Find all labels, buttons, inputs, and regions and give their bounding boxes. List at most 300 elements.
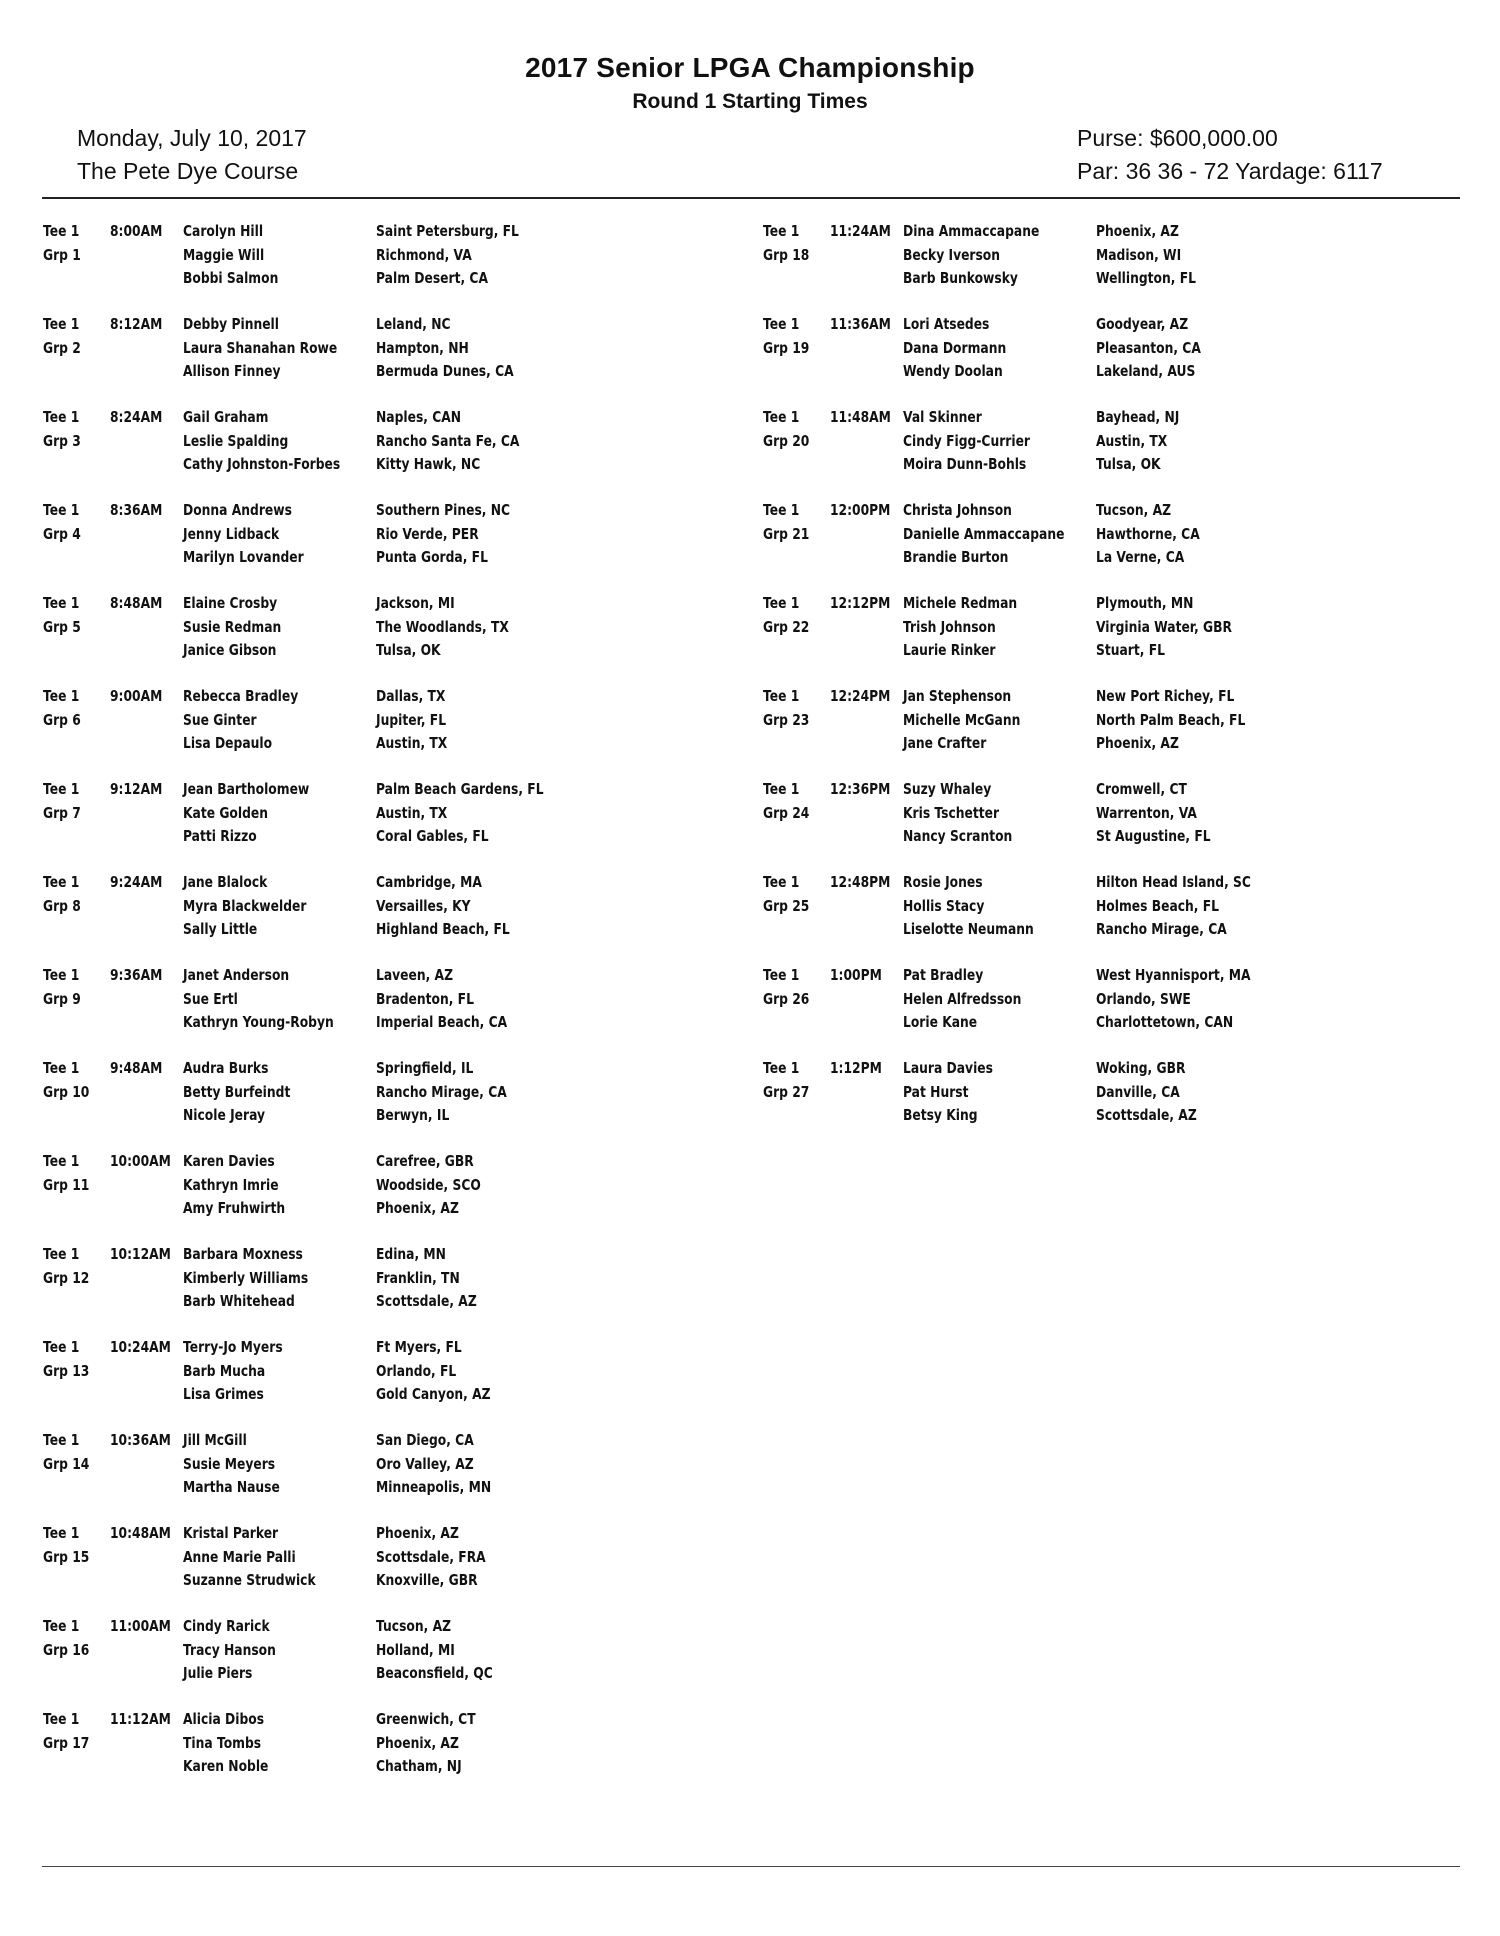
player-hometown: The Woodlands, TX	[376, 617, 509, 636]
player-name: Myra Blackwelder	[183, 896, 307, 915]
tee-label: Tee 1	[43, 687, 80, 705]
group-label: Grp 18	[763, 246, 810, 264]
tee-time: 9:00AM	[110, 687, 163, 705]
player-names	[183, 1150, 285, 1221]
tee-group	[43, 406, 743, 499]
player-hometowns	[1096, 592, 1232, 663]
player-hometown: Oro Valley, AZ	[376, 1454, 474, 1473]
player-name: Kathryn Imrie	[183, 1175, 279, 1194]
footer-divider	[42, 1866, 1460, 1867]
player-hometown: Cambridge, MA	[376, 873, 482, 891]
player-name: Lorie Kane	[903, 1013, 978, 1031]
tee-label: Tee 1	[43, 966, 80, 984]
player-hometown: Hawthorne, CA	[1096, 524, 1200, 543]
player-name: Jan Stephenson	[903, 687, 1012, 705]
group-label: Grp 3	[43, 432, 81, 450]
player-hometowns	[1096, 406, 1179, 477]
player-hometown: San Diego, CA	[376, 1431, 474, 1449]
player-name: Kimberly Williams	[183, 1268, 309, 1287]
player-hometowns	[376, 871, 510, 942]
player-name: Pat Bradley	[903, 966, 984, 984]
player-hometown: Naples, CAN	[376, 408, 462, 426]
tee-group	[43, 592, 743, 685]
player-hometown: Austin, TX	[376, 803, 448, 822]
group-label: Grp 12	[43, 1269, 90, 1287]
player-hometowns	[376, 1150, 481, 1221]
player-hometown: Austin, TX	[376, 734, 448, 752]
player-hometown: Bayhead, NJ	[1096, 408, 1180, 426]
player-name: Terry-Jo Myers	[183, 1338, 283, 1356]
player-hometown: Madison, WI	[1096, 245, 1182, 264]
tee-time: 9:48AM	[110, 1059, 163, 1077]
player-name: Cindy Rarick	[183, 1617, 270, 1635]
player-name: Dana Dormann	[903, 338, 1007, 357]
tee-time: 1:00PM	[830, 966, 882, 984]
tee-group	[43, 871, 743, 964]
tee-label: Tee 1	[43, 315, 80, 333]
player-hometown: Springfield, IL	[376, 1059, 474, 1077]
group-label: Grp 1	[43, 246, 81, 264]
player-hometowns	[376, 964, 507, 1035]
tee-label: Tee 1	[43, 1245, 80, 1263]
player-name: Nancy Scranton	[903, 827, 1013, 845]
player-hometown: Palm Desert, CA	[376, 269, 488, 287]
player-names	[183, 406, 340, 477]
player-name: Karen Davies	[183, 1152, 275, 1170]
player-hometown: Richmond, VA	[376, 245, 472, 264]
player-names	[903, 406, 1030, 477]
group-label: Grp 6	[43, 711, 81, 729]
player-name: Patti Rizzo	[183, 827, 257, 845]
tee-group	[763, 499, 1463, 592]
tee-label: Tee 1	[763, 780, 800, 798]
player-names	[903, 964, 1021, 1035]
player-names	[183, 313, 337, 384]
player-hometowns	[376, 685, 447, 756]
player-hometown: New Port Richey, FL	[1096, 687, 1235, 705]
player-hometown: Orlando, FL	[376, 1361, 457, 1380]
player-hometown: Rancho Santa Fe, CA	[376, 431, 520, 450]
player-names	[183, 1057, 290, 1128]
player-hometown: La Verne, CA	[1096, 548, 1185, 566]
tee-group	[763, 592, 1463, 685]
tee-group	[43, 685, 743, 778]
tee-label: Tee 1	[43, 873, 80, 891]
tee-group	[763, 964, 1463, 1057]
player-hometown: Southern Pines, NC	[376, 501, 511, 519]
player-name: Janet Anderson	[183, 966, 290, 984]
player-hometown: Goodyear, AZ	[1096, 315, 1189, 333]
player-hometowns	[1096, 220, 1196, 291]
player-name: Hollis Stacy	[903, 896, 985, 915]
tee-label: Tee 1	[43, 222, 80, 240]
player-hometown: Austin, TX	[1096, 431, 1168, 450]
player-hometowns	[376, 220, 519, 291]
group-label: Grp 10	[43, 1083, 90, 1101]
tee-time: 11:24AM	[830, 222, 891, 240]
player-name: Kathryn Young-Robyn	[183, 1013, 334, 1031]
tee-group	[43, 313, 743, 406]
page-subtitle: Round 1 Starting Times	[632, 90, 868, 113]
tee-time: 11:12AM	[110, 1710, 171, 1728]
player-hometown: Punta Gorda, FL	[376, 548, 488, 566]
player-hometowns	[1096, 499, 1200, 570]
player-name: Lisa Grimes	[183, 1385, 264, 1403]
tee-time: 8:24AM	[110, 408, 163, 426]
tee-time: 11:48AM	[830, 408, 891, 426]
player-name: Susie Redman	[183, 617, 282, 636]
player-name: Pat Hurst	[903, 1082, 969, 1101]
player-hometown: Highland Beach, FL	[376, 920, 510, 938]
player-hometown: Bermuda Dunes, CA	[376, 362, 514, 380]
player-hometown: Minneapolis, MN	[376, 1478, 492, 1496]
group-label: Grp 4	[43, 525, 81, 543]
tee-label: Tee 1	[43, 1059, 80, 1077]
player-name: Janice Gibson	[183, 641, 277, 659]
tee-group	[43, 964, 743, 1057]
player-names	[183, 964, 334, 1035]
tee-time: 12:00PM	[830, 501, 891, 519]
player-hometown: Ft Myers, FL	[376, 1338, 462, 1356]
player-names	[183, 592, 281, 663]
header-divider	[42, 197, 1460, 199]
player-names	[903, 499, 1064, 570]
player-hometown: Versailles, KY	[376, 896, 471, 915]
player-name: Dina Ammaccapane	[903, 222, 1040, 240]
group-label: Grp 20	[763, 432, 810, 450]
tee-group	[763, 685, 1463, 778]
tee-group	[43, 499, 743, 592]
player-hometowns	[376, 499, 510, 570]
player-names	[903, 778, 1012, 849]
tee-time: 10:36AM	[110, 1431, 171, 1449]
tee-label: Tee 1	[43, 501, 80, 519]
player-hometowns	[376, 1522, 486, 1593]
player-hometown: Edina, MN	[376, 1245, 446, 1263]
player-hometown: Tulsa, OK	[376, 641, 441, 659]
player-names	[903, 592, 1017, 663]
tee-time: 12:36PM	[830, 780, 891, 798]
player-name: Audra Burks	[183, 1059, 269, 1077]
tee-label: Tee 1	[43, 1710, 80, 1728]
player-name: Leslie Spalding	[183, 431, 289, 450]
player-hometown: Greenwich, CT	[376, 1710, 476, 1728]
tee-group	[43, 778, 743, 871]
player-name: Jean Bartholomew	[183, 780, 310, 798]
player-name: Barb Mucha	[183, 1361, 266, 1380]
tee-group	[43, 1336, 743, 1429]
group-label: Grp 24	[763, 804, 810, 822]
player-name: Jane Crafter	[903, 734, 987, 752]
player-hometown: North Palm Beach, FL	[1096, 710, 1246, 729]
tee-time: 9:36AM	[110, 966, 163, 984]
player-name: Tina Tombs	[183, 1733, 262, 1752]
player-hometowns	[376, 1708, 476, 1779]
player-names	[183, 1336, 283, 1407]
group-label: Grp 17	[43, 1734, 90, 1752]
tee-time: 10:12AM	[110, 1245, 171, 1263]
player-hometowns	[1096, 685, 1245, 756]
player-hometown: Hampton, NH	[376, 338, 469, 357]
group-label: Grp 16	[43, 1641, 90, 1659]
group-label: Grp 2	[43, 339, 81, 357]
player-name: Brandie Burton	[903, 548, 1009, 566]
player-names	[183, 1708, 268, 1779]
player-hometowns	[376, 313, 514, 384]
player-name: Cathy Johnston-Forbes	[183, 455, 341, 473]
player-hometowns	[376, 778, 544, 849]
player-name: Amy Fruhwirth	[183, 1199, 286, 1217]
player-name: Nicole Jeray	[183, 1106, 266, 1124]
player-name: Liselotte Neumann	[903, 920, 1034, 938]
player-hometown: Tucson, AZ	[376, 1617, 452, 1635]
player-hometowns	[376, 1057, 507, 1128]
tee-group	[763, 778, 1463, 871]
player-hometowns	[1096, 778, 1211, 849]
purse-info	[1077, 122, 1383, 188]
group-label: Grp 22	[763, 618, 810, 636]
player-hometown: Scottsdale, AZ	[1096, 1106, 1197, 1124]
tee-group	[43, 1150, 743, 1243]
player-name: Bobbi Salmon	[183, 269, 279, 287]
player-hometown: Chatham, NJ	[376, 1757, 462, 1775]
tee-group	[43, 1057, 743, 1150]
player-name: Rosie Jones	[903, 873, 983, 891]
tee-group	[763, 406, 1463, 499]
player-names	[183, 1615, 276, 1686]
tee-label: Tee 1	[43, 780, 80, 798]
tee-group	[763, 220, 1463, 313]
tee-group	[43, 1708, 743, 1801]
right-tee-times-column	[763, 220, 1463, 1150]
group-label: Grp 23	[763, 711, 810, 729]
tee-group	[43, 220, 743, 313]
player-hometowns	[376, 1243, 477, 1314]
player-name: Gail Graham	[183, 408, 269, 426]
tee-label: Tee 1	[763, 222, 800, 240]
group-label: Grp 8	[43, 897, 81, 915]
tee-time: 10:24AM	[110, 1338, 171, 1356]
player-name: Donna Andrews	[183, 501, 292, 519]
player-hometown: Phoenix, AZ	[376, 1524, 459, 1542]
par-yardage: Par: 36 36 - 72 Yardage: 6117	[1077, 158, 1383, 184]
player-hometowns	[376, 592, 509, 663]
player-hometown: Carefree, GBR	[376, 1152, 474, 1170]
tee-group	[763, 1057, 1463, 1150]
tee-label: Tee 1	[763, 873, 800, 891]
player-hometown: Rio Verde, PER	[376, 524, 479, 543]
tee-label: Tee 1	[763, 315, 800, 333]
player-hometowns	[1096, 964, 1251, 1035]
player-name: Laura Shanahan Rowe	[183, 338, 338, 357]
tee-group	[763, 871, 1463, 964]
group-label: Grp 25	[763, 897, 810, 915]
player-hometown: Holland, MI	[376, 1640, 455, 1659]
player-name: Barb Bunkowsky	[903, 269, 1018, 287]
player-hometowns	[376, 1615, 493, 1686]
player-hometown: Palm Beach Gardens, FL	[376, 780, 544, 798]
player-name: Moira Dunn-Bohls	[903, 455, 1027, 473]
player-hometowns	[1096, 871, 1251, 942]
player-name: Marilyn Lovander	[183, 548, 304, 566]
player-hometown: Dallas, TX	[376, 687, 446, 705]
event-date: Monday, July 10, 2017	[77, 125, 307, 151]
player-name: Julie Piers	[183, 1664, 253, 1682]
player-name: Jenny Lidback	[183, 524, 280, 543]
player-name: Sally Little	[183, 920, 258, 938]
player-name: Debby Pinnell	[183, 315, 279, 333]
player-hometown: Imperial Beach, CA	[376, 1013, 508, 1031]
player-hometown: Pleasanton, CA	[1096, 338, 1201, 357]
player-hometown: Tulsa, OK	[1096, 455, 1161, 473]
player-name: Kate Golden	[183, 803, 269, 822]
tee-label: Tee 1	[43, 594, 80, 612]
player-name: Jill McGill	[183, 1431, 247, 1449]
tee-label: Tee 1	[43, 1431, 80, 1449]
player-hometowns	[376, 1429, 491, 1500]
player-hometowns	[376, 406, 519, 477]
tee-label: Tee 1	[43, 1152, 80, 1170]
group-label: Grp 7	[43, 804, 81, 822]
player-hometown: Berwyn, IL	[376, 1106, 450, 1124]
tee-time: 9:24AM	[110, 873, 163, 891]
player-names	[183, 499, 304, 570]
player-hometown: Saint Petersburg, FL	[376, 222, 519, 240]
tee-time: 8:36AM	[110, 501, 163, 519]
player-hometown: Jupiter, FL	[376, 710, 447, 729]
player-name: Susie Meyers	[183, 1454, 276, 1473]
tee-time: 12:12PM	[830, 594, 891, 612]
tee-label: Tee 1	[763, 1059, 800, 1077]
player-name: Becky Iverson	[903, 245, 1001, 264]
player-hometown: Woking, GBR	[1096, 1059, 1186, 1077]
player-hometown: Scottsdale, FRA	[376, 1547, 486, 1566]
tee-group	[43, 1522, 743, 1615]
player-name: Maggie Will	[183, 245, 265, 264]
player-name: Barb Whitehead	[183, 1292, 295, 1310]
tee-label: Tee 1	[763, 966, 800, 984]
tee-time: 8:12AM	[110, 315, 163, 333]
tee-label: Tee 1	[763, 501, 800, 519]
player-name: Barbara Moxness	[183, 1245, 303, 1263]
player-name: Laura Davies	[903, 1059, 993, 1077]
player-hometown: Cromwell, CT	[1096, 780, 1187, 798]
player-name: Wendy Doolan	[903, 362, 1003, 380]
group-label: Grp 11	[43, 1176, 90, 1194]
player-name: Kris Tschetter	[903, 803, 1000, 822]
player-name: Elaine Crosby	[183, 594, 278, 612]
page-title: 2017 Senior LPGA Championship	[525, 52, 975, 83]
player-hometown: Beaconsfield, QC	[376, 1664, 493, 1682]
player-names	[903, 1057, 993, 1128]
player-name: Lisa Depaulo	[183, 734, 273, 752]
player-hometown: Phoenix, AZ	[1096, 734, 1179, 752]
player-name: Val Skinner	[903, 408, 982, 426]
player-hometown: Rancho Mirage, CA	[376, 1082, 507, 1101]
tee-group	[43, 1615, 743, 1708]
player-hometown: West Hyannisport, MA	[1096, 966, 1251, 984]
player-name: Laurie Rinker	[903, 641, 996, 659]
player-name: Michelle McGann	[903, 710, 1021, 729]
player-hometown: Knoxville, GBR	[376, 1571, 478, 1589]
group-label: Grp 15	[43, 1548, 90, 1566]
player-name: Martha Nause	[183, 1478, 280, 1496]
tee-time: 12:48PM	[830, 873, 891, 891]
tee-time: 1:12PM	[830, 1059, 882, 1077]
player-hometown: Kitty Hawk, NC	[376, 455, 481, 473]
player-hometown: Warrenton, VA	[1096, 803, 1197, 822]
player-name: Lori Atsedes	[903, 315, 990, 333]
group-label: Grp 14	[43, 1455, 90, 1473]
player-name: Tracy Hanson	[183, 1640, 276, 1659]
group-label: Grp 19	[763, 339, 810, 357]
tee-time: 8:00AM	[110, 222, 163, 240]
player-hometown: Woodside, SCO	[376, 1175, 481, 1194]
player-hometown: St Augustine, FL	[1096, 827, 1211, 845]
player-names	[183, 685, 298, 756]
tee-time: 11:00AM	[110, 1617, 171, 1635]
player-name: Betty Burfeindt	[183, 1082, 291, 1101]
player-hometown: Tucson, AZ	[1096, 501, 1172, 519]
tee-time: 8:48AM	[110, 594, 163, 612]
tee-group	[763, 313, 1463, 406]
player-hometown: Laveen, AZ	[376, 966, 453, 984]
player-hometown: Danville, CA	[1096, 1082, 1180, 1101]
tee-label: Tee 1	[43, 1338, 80, 1356]
player-names	[903, 313, 1006, 384]
player-hometowns	[1096, 1057, 1197, 1128]
tee-label: Tee 1	[43, 1617, 80, 1635]
tee-group	[43, 1429, 743, 1522]
player-names	[903, 220, 1039, 291]
left-tee-times-column	[43, 220, 743, 1801]
player-hometowns	[1096, 313, 1201, 384]
player-hometown: Hilton Head Island, SC	[1096, 873, 1251, 891]
group-label: Grp 13	[43, 1362, 90, 1380]
player-hometown: Coral Gables, FL	[376, 827, 489, 845]
player-names	[183, 220, 278, 291]
tee-group	[43, 1243, 743, 1336]
player-name: Kristal Parker	[183, 1524, 279, 1542]
player-name: Suzanne Strudwick	[183, 1571, 316, 1589]
player-hometown: Gold Canyon, AZ	[376, 1385, 491, 1403]
player-hometown: Franklin, TN	[376, 1268, 460, 1287]
player-names	[183, 1522, 316, 1593]
player-hometown: Orlando, SWE	[1096, 989, 1191, 1008]
player-hometown: Holmes Beach, FL	[1096, 896, 1219, 915]
player-hometown: Leland, NC	[376, 315, 451, 333]
player-name: Anne Marie Palli	[183, 1547, 296, 1566]
player-hometown: Rancho Mirage, CA	[1096, 920, 1227, 938]
player-names	[903, 685, 1020, 756]
tee-label: Tee 1	[43, 408, 80, 426]
player-name: Cindy Figg-Currier	[903, 431, 1030, 450]
player-hometown: Wellington, FL	[1096, 269, 1196, 287]
player-name: Allison Finney	[183, 362, 281, 380]
player-name: Christa Johnson	[903, 501, 1012, 519]
player-name: Jane Blalock	[183, 873, 268, 891]
player-hometown: Charlottetown, CAN	[1096, 1013, 1234, 1031]
player-hometown: Plymouth, MN	[1096, 594, 1194, 612]
player-names	[183, 871, 306, 942]
player-hometown: Phoenix, AZ	[376, 1733, 459, 1752]
course-name: The Pete Dye Course	[77, 158, 299, 184]
player-name: Sue Ginter	[183, 710, 257, 729]
tee-label: Tee 1	[763, 687, 800, 705]
player-hometowns	[376, 1336, 491, 1407]
tee-label: Tee 1	[763, 594, 800, 612]
group-label: Grp 5	[43, 618, 81, 636]
